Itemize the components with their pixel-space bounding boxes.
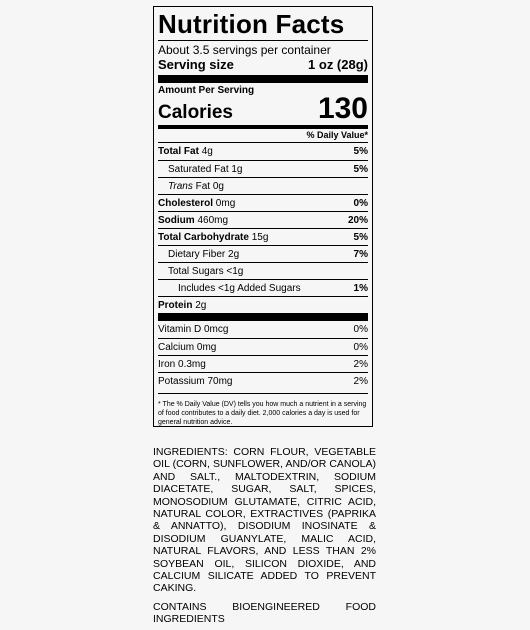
nutrient-amount: 2g: [195, 299, 207, 311]
nutrient-row-total-carbohydrate: [158, 228, 368, 245]
vitamin-name: Potassium 70mg: [158, 375, 233, 387]
nutrient-row-trans-fat: [158, 177, 368, 194]
vitamin-dv: 2%: [353, 358, 368, 370]
nutrition-facts-title: Nutrition Facts: [158, 9, 368, 41]
nutrient-row-total-fat: [158, 143, 368, 160]
daily-value-footnote: * The % Daily Value (DV) tells you how much a nutrient in a serving of food contributes to a daily diet. 2,000 calories a day is used for general nutrition advice.: [158, 393, 368, 427]
contains-line-2: INGREDIENTS: [153, 613, 225, 626]
nutrient-amount: Fat 0g: [195, 180, 224, 192]
vitamin-row-calcium: [158, 338, 368, 355]
nutrient-row-protein: [158, 296, 368, 313]
nutrient-amount: <1g: [226, 265, 244, 277]
vitamin-dv: 2%: [353, 375, 368, 387]
serving-size-row: [158, 57, 368, 75]
contains-statement: [153, 601, 376, 626]
nutrient-dv: 0%: [353, 197, 368, 209]
vitamin-row-potassium: [158, 372, 368, 389]
nutrient-name: Total Carbohydrate: [158, 231, 249, 243]
nutrient-dv: 5%: [353, 163, 368, 175]
vitamin-name: Iron 0.3mg: [158, 358, 206, 370]
nutrient-row-sodium: [158, 211, 368, 228]
vitamin-row-vitamin-d: [158, 321, 368, 338]
nutrition-facts-label: [153, 6, 373, 427]
nutrient-row-cholesterol: [158, 194, 368, 211]
nutrient-name: Dietary Fiber: [168, 248, 226, 260]
vitamin-dv: 0%: [353, 341, 368, 353]
nutrient-row-added-sugars: [158, 279, 368, 296]
vitamin-name: Vitamin D 0mcg: [158, 324, 229, 335]
daily-value-header: % Daily Value*: [158, 129, 368, 143]
nutrient-amount: 460mg: [197, 214, 229, 226]
nutrient-name: Trans: [168, 180, 193, 192]
nutrient-amount: 15g: [251, 231, 269, 243]
nutrient-name: Total Sugars: [168, 265, 224, 277]
amount-per-serving: Amount Per Serving: [158, 85, 255, 96]
nutrient-amount: 0mg: [215, 197, 236, 209]
nutrient-dv: 5%: [353, 146, 368, 157]
nutrient-dv: 20%: [347, 214, 368, 226]
nutrient-amount: 4g: [201, 146, 213, 157]
nutrient-name: Total Fat: [158, 146, 199, 157]
nutrient-row-total-sugars: [158, 262, 368, 279]
nutrient-dv: 7%: [353, 248, 368, 260]
nutrient-amount: 1g: [231, 163, 243, 175]
nutrient-row-saturated-fat: [158, 160, 368, 177]
nutrient-name: Includes <1g Added Sugars: [178, 282, 301, 294]
nutrient-name: Protein: [158, 299, 193, 311]
nutrient-dv: 1%: [353, 282, 368, 294]
vitamin-row-iron: [158, 355, 368, 372]
nutrient-name: Cholesterol: [158, 197, 214, 209]
calories-label: Calories: [158, 102, 233, 123]
nutrient-name: Saturated Fat: [168, 163, 229, 175]
serving-size-label: Serving size: [158, 57, 234, 72]
vitamin-name: Calcium 0mg: [158, 341, 217, 353]
vitamin-dv: 0%: [353, 324, 368, 335]
nutrient-dv: 5%: [353, 231, 368, 243]
thick-divider: [158, 313, 368, 321]
nutrient-amount: 2g: [228, 248, 240, 260]
servings-per-container: About 3.5 servings per container: [158, 43, 331, 57]
contains-line-1: CONTAINS BIOENGINEERED FOOD: [153, 601, 376, 613]
ingredients-text: INGREDIENTS: CORN FLOUR, VEGETABLE OIL (CORN, SUNFLOWER, AND/OR CANOLA) AND SALT., MALTODEXTRIN, SODIUM DIACETATE, SUGAR, SALT, SPICES, MONOSODIUM GLUTAMATE, CITRIC ACID, NATURAL COLOR, EXTRACTIVES (PAPRIKA & ANNATTO), DISODIUM INOSINATE & DISODIUM GUANYLATE, MALIC ACID, NATURAL FLAVORS, AND LESS THAN 2% SOYBEAN OIL, SILICON DIOXIDE, AND CALCIUM SILICATE ADDED TO PREVENT CAKING.: [153, 446, 376, 595]
calories-value: 130: [317, 92, 368, 125]
nutrient-row-dietary-fiber: [158, 245, 368, 262]
calories-row: [158, 94, 368, 125]
serving-size-value: 1 oz (28g): [308, 57, 368, 72]
thick-divider: [158, 75, 368, 83]
nutrient-name: Sodium: [158, 214, 195, 226]
